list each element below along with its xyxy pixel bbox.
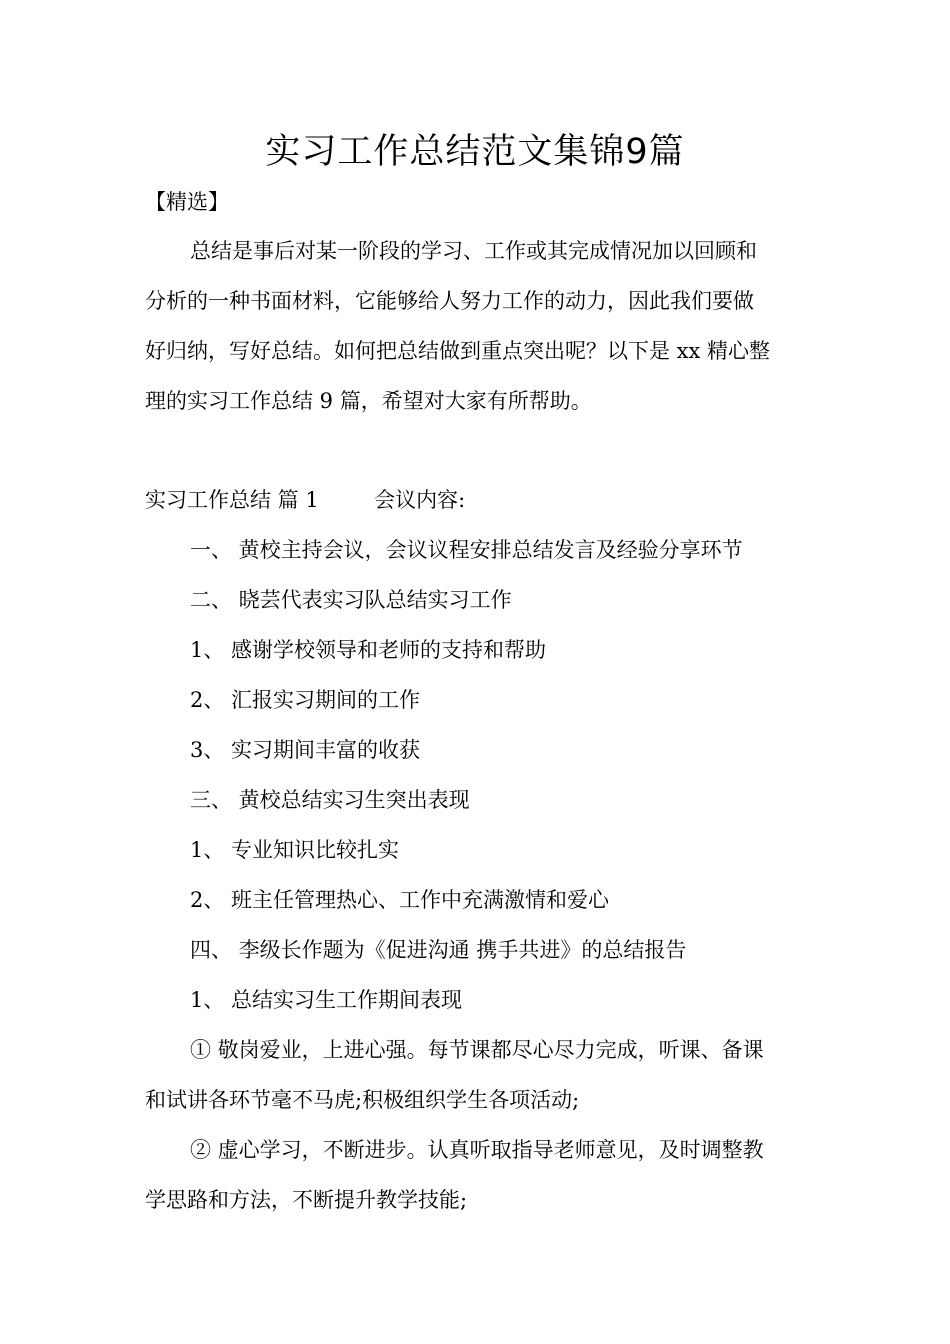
agenda-item: 二、 晓芸代表实习队总结实习工作 (190, 588, 512, 612)
agenda-item: 一、 黄校主持会议，会议议程安排总结发言及经验分享环节 (190, 538, 743, 562)
point-1-line-2: 和试讲各环节毫不马虎;积极组织学生各项活动; (145, 1088, 580, 1112)
point-2-line-1: ② 虚心学习，不断进步。认真听取指导老师意见，及时调整教 (190, 1138, 764, 1162)
intro-line-4: 理的实习工作总结 9 篇，希望对大家有所帮助。 (145, 389, 592, 413)
agenda-item: 3、 实习期间丰富的收获 (190, 738, 421, 762)
agenda-item: 1、 总结实习生工作期间表现 (190, 988, 463, 1012)
point-2-line-2: 学思路和方法，不断提升教学技能; (145, 1188, 468, 1212)
agenda-item: 四、 李级长作题为《促进沟通 携手共进》的总结报告 (190, 938, 687, 962)
section-heading-row (145, 485, 465, 515)
intro-line-3: 好归纳，写好总结。如何把总结做到重点突出呢？以下是 xx 精心整 (145, 339, 771, 363)
agenda-item: 三、 黄校总结实习生突出表现 (190, 788, 470, 812)
agenda-item: 2、 班主任管理热心、工作中充满激情和爱心 (190, 888, 610, 912)
intro-line-1: 总结是事后对某一阶段的学习、工作或其完成情况加以回顾和 (190, 239, 757, 263)
section-heading: 实习工作总结 篇 1 (145, 488, 319, 512)
point-1-line-1: ① 敬岗爱业，上进心强。每节课都尽心尽力完成，听课、备课 (190, 1038, 764, 1062)
intro-line-2: 分析的一种书面材料，它能够给人努力工作的动力，因此我们要做 (145, 289, 754, 313)
section-subheading: 会议内容: (374, 488, 466, 512)
selected-tag: 【精选】 (145, 190, 229, 214)
document-title: 实习工作总结范文集锦9篇 (265, 132, 685, 172)
agenda-item: 1、 专业知识比较扎实 (190, 838, 400, 862)
agenda-item: 2、 汇报实习期间的工作 (190, 688, 421, 712)
agenda-item: 1、 感谢学校领导和老师的支持和帮助 (190, 638, 547, 662)
